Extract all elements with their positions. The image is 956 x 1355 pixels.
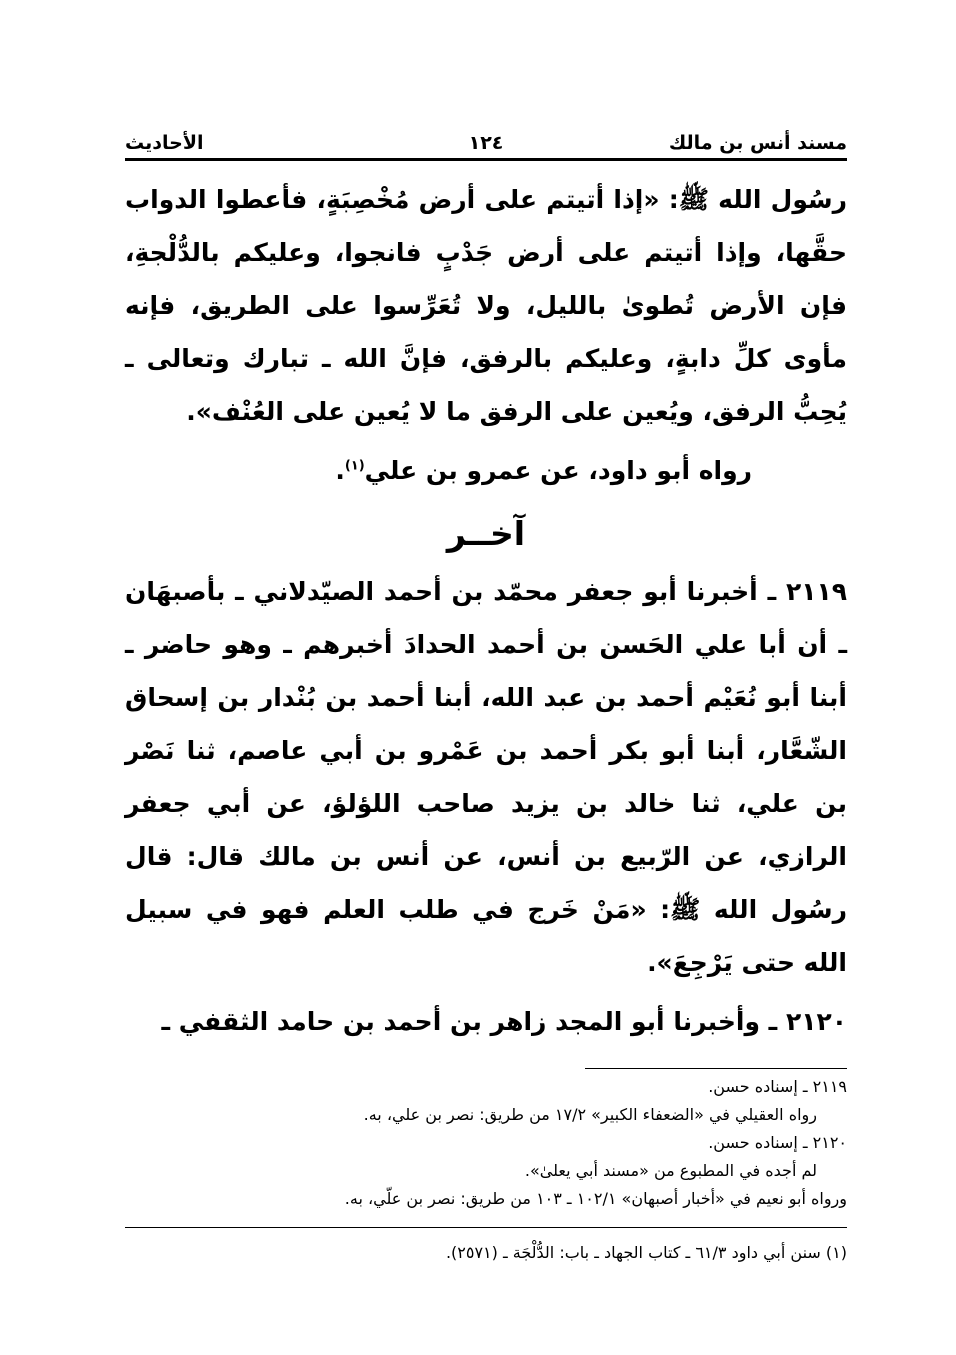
hadith-number: ٢١١٩ <box>785 577 847 606</box>
hadith-text: ـ أخبرنا أبو جعفر محمّد بن أحمد الصيّدلاني ـ بأصبهَان ـ أن أبا علي الحَسن بن أحمد الحدادَ أخبرهم ـ وهو حاضر ـ أبنا أبو نُعَيْم أحمد بن عبد الله، أبنا أحمد بن بُنْدار بن إسحاق الشّعَّار، أبنا أبو بكر أحمد بن عَمْرو بن أبي عاصم، ثنا نَصْر بن علي، ثنا خالد بن يزيد صاحب اللؤلؤ، عن أبي جعفر الرازي، عن الرّبيع بن أنس، عن أنس بن مالك قال: قال رسُول الله ﷺ: «مَنْ خَرج في طلب العلم فهو في سبيل الله حتى يَرْجِعَ». <box>125 577 847 977</box>
continuation-text: رسُول الله ﷺ: «إذا أتيتم على أرض مُخْصِبَةٍ، فأعطوا الدواب حقَّها، وإذا أتيتم على أرض جَدْبٍ فانجوا، وعليكم بالدُّلْجةِ، فإن الأرض تُطوىٰ بالليل، ولا تُعَرِّسوا على الطريق، فإنه مأوى كلِّ دابةٍ، وعليكم بالرفق، فإنَّ الله ـ تبارك وتعالى ـ يُحِبُّ الرفق، ويُعين على الرفق ما لا يُعين على العُنْف». <box>125 185 847 426</box>
note-2119-head: ٢١١٩ ـ إسناده حسن. <box>708 1077 847 1096</box>
book-page <box>125 118 847 1266</box>
running-header <box>125 118 847 156</box>
footnote-rule <box>125 1227 847 1228</box>
page-number: ١٢٤ <box>468 132 504 154</box>
section-heading: آخــر <box>446 514 526 553</box>
header-rule <box>125 158 847 161</box>
header-section-title: الأحاديث <box>125 132 204 154</box>
narration-line <box>125 446 847 496</box>
header-book-title: مسند أنس بن مالك <box>668 132 847 154</box>
narration-end: . <box>335 456 345 485</box>
footnote: (١) سنن أبي داود ٦١/٣ ـ كتاب الجهاد ـ باب: الدُّلْجَة ـ (٢٥٧١). <box>445 1243 847 1262</box>
notes-rule <box>585 1068 847 1069</box>
footnote-marker: (١) <box>344 458 365 474</box>
note-2119-body: رواه العقيلي في «الضعفاء الكبير» ١٧/٢ من طريق: نصر بن علي، به. <box>363 1105 817 1124</box>
continuation-paragraph <box>125 173 847 438</box>
hadith-2120 <box>125 995 847 1048</box>
hadith-text: ـ وأخبرنا أبو المجد زاهر بن أحمد بن حامد الثقفي ـ <box>161 1007 778 1036</box>
hadith-2119 <box>125 565 847 989</box>
note-2120-last: ورواه أبو نعيم في «أخبار أصبهان» ١٠٢/١ ـ ١٠٣ من طريق: نصر بن علّي، به. <box>344 1189 847 1208</box>
hadith-number: ٢١٢٠ <box>785 1007 847 1036</box>
editor-notes <box>125 1073 847 1213</box>
note-2120-head: ٢١٢٠ ـ إسناده حسن. <box>708 1133 847 1152</box>
narration-text: رواه أبو داود، عن عمرو بن علي <box>364 456 752 485</box>
note-2120-body: لم أجده في المطبوع من «مسند أبي يعلىٰ». <box>524 1161 817 1180</box>
